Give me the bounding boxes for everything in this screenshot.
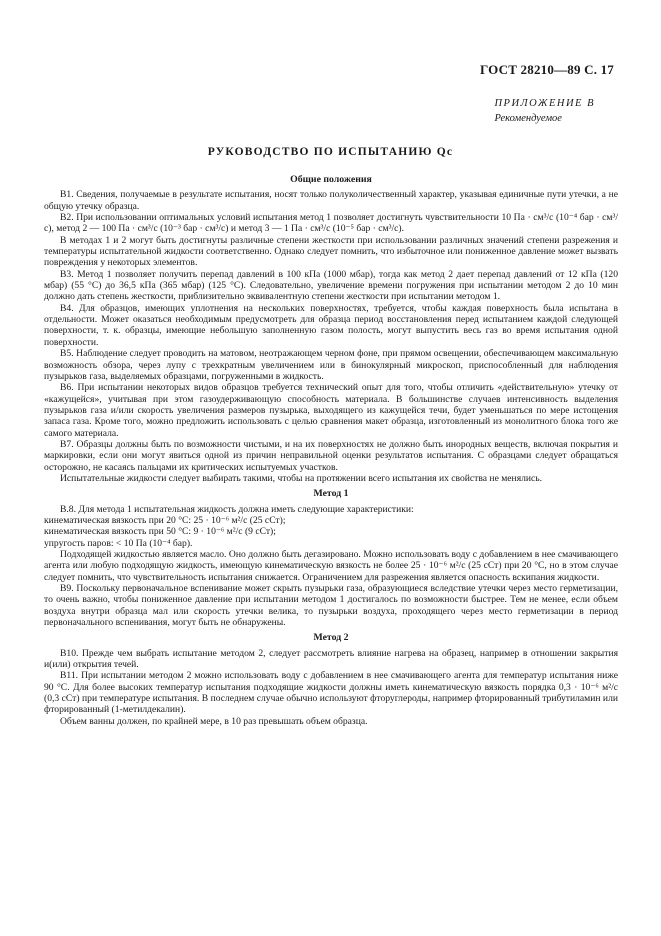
paragraph: В3. Метод 1 позволяет получить перепад давлений в 100 кПа (1000 мбар), тогда как метод 2 дает перепад давлений от 12 кПа (120 мбар) (55 °С) до 36,5 кПа (365 мбар) (125 °С). Следовательно, увеличение времени погружения при испытании методом 2 до 10 мин должно дать степень жесткости, приблизительно эквивалентную степени жесткости при испытании методом 1.: [44, 268, 618, 303]
paragraph: В2. При использовании оптимальных условий испытания метод 1 позволяет достигнуть чувствительности 10 Па · см³/с (10⁻⁴ бар · см³/с), метод 2 — 100 Па · см³/с (10⁻³ бар · см³/с) и метод 3 — 1 Па · см³/с (10⁻⁵ бар · см³/с).: [44, 212, 618, 235]
list-item: кинематическая вязкость при 50 °С: 9 · 10⁻⁶ м²/с (9 сСт);: [44, 526, 276, 538]
paragraph: В11. При испытании методом 2 можно использовать воду с добавлением в нее смачивающего агента для температур испытания ниже 90 °С. Для более высоких температур испытания подходящие жидкости должны иметь кинематическую вязкость порядка 0,3 · 10⁻⁶ м²/с (0,3 сСт) при температуре испытания. В последнем случае обычно используют фторуглероды, например фторированный трибутиламин или фторированный (1-метилдекалин).: [44, 670, 618, 716]
paragraph: В9. Поскольку первоначальное вспенивание может скрыть пузырьки газа, образующиеся вследствие утечки через место герметизации, то очень важно, чтобы пониженное давление при испытании методом 1 достигалось по возможности быстрее. Тем не менее, если объем воздуха внутри образца мал или скорость утечки велика, то пузырьки воздуха, проходящего через место герметизации в период первоначального вспенивания, могут быть не обнаружены.: [44, 583, 618, 629]
section-heading: Метод 1: [313, 488, 349, 500]
paragraph: В4. Для образцов, имеющих уплотнения на нескольких поверхностях, требуется, чтобы каждая поверхность была испытана в отдельности. Может оказаться необходимым предусмотреть для образца период восстановления перед испытанием каждой следующей поверхности, т. к. образцы, имеющие небольшую заполненную газом полость, могут выпустить весь газ во время испытания одной поверхности.: [44, 302, 618, 348]
section-heading: Метод 2: [313, 632, 349, 644]
appendix-subtitle: Рекомендуемое: [494, 113, 562, 124]
appendix-label: [494, 96, 595, 126]
appendix-title: ПРИЛОЖЕНИЕ В: [494, 98, 595, 109]
paragraph: Объем ванны должен, по крайней мере, в 10 раз превышать объем образца.: [60, 715, 368, 727]
paragraph: Подходящей жидкостью является масло. Оно должно быть дегазировано. Можно использовать воду с добавлением в нее смачивающего агента или любую подходящую жидкость, имеющую кинематическую вязкость не более 25 · 10⁻⁶ м²/с (25 сСт) при 20 °С, но в этом случае следует помнить, что чувствительность испытания снижается. Ограничением для разрежения является опасность вскипания жидкости.: [44, 549, 618, 583]
document-body: [44, 170, 618, 727]
paragraph: Испытательные жидкости следует выбирать такими, чтобы на протяжении всего испытания их свойства не менялись.: [60, 472, 543, 484]
paragraph: В5. Наблюдение следует проводить на матовом, неотражающем черном фоне, при прямом освещении, обеспечивающем максимальную возможность обзора, через лупу с трехкратным увеличением или в бинокулярный микроскоп, приспособленный для наблюдения пузырьков газа, выделяемых образцами, погруженными в жидкость.: [44, 348, 618, 382]
document-title: РУКОВОДСТВО ПО ИСПЫТАНИЮ Qc: [207, 146, 454, 158]
paragraph: В1. Сведения, получаемые в результате испытания, носят только полуколичественный характер, указывая единичные пути утечки, а не общую утечку образца.: [44, 189, 618, 212]
list-item: кинематическая вязкость при 20 °С: 25 · 10⁻⁶ м²/с (25 сСт);: [44, 514, 286, 526]
paragraph: В10. Прежде чем выбрать испытание методом 2, следует рассмотреть влияние нагрева на образец, например в отношении закрытия и(или) открытия течей.: [44, 647, 618, 671]
paragraph: В методах 1 и 2 могут быть достигнуты различные степени жесткости при использовании различных значений степени разрежения и температуры испытательной жидкости соответственно. Однако следует помнить, что избыточное или пониженное давление может вызвать повреждения у некоторых элементов.: [44, 234, 618, 269]
paragraph: В7. Образцы должны быть по возможности чистыми, и на их поверхностях не должно быть инородных веществ, включая покрытия и маркировки, если они могут явиться одной из причин неправильной оценки результатов испытания. С образцами следует обращаться осторожно, не касаясь пальцами их критических испытуемых участков.: [44, 438, 618, 473]
page-header-gost: ГОСТ 28210—89 С. 17: [480, 62, 614, 77]
paragraph: В6. При испытании некоторых видов образцов требуется технический опыт для того, чтобы отличить «действительную» утечку от «кажущейся», учитывая при этом газоудерживающую способность материала. В большинстве случаев интенсивность выделения пузырьков газа и/или скорость увеличения размеров пузырька, выходящего из кажущейся течи, будет уменьшаться по мере истощения запаса газа. Кроме того, можно предложить использовать с целью сравнения макет образца, изготовленный из монолитного блока того же самого материала.: [44, 382, 618, 439]
paragraph: В.8. Для метода 1 испытательная жидкость должна иметь следующие характеристики:: [60, 503, 414, 515]
list-item: упругость паров: < 10 Па (10⁻⁴ бар).: [44, 537, 193, 549]
section-heading: Общие положения: [290, 174, 372, 185]
